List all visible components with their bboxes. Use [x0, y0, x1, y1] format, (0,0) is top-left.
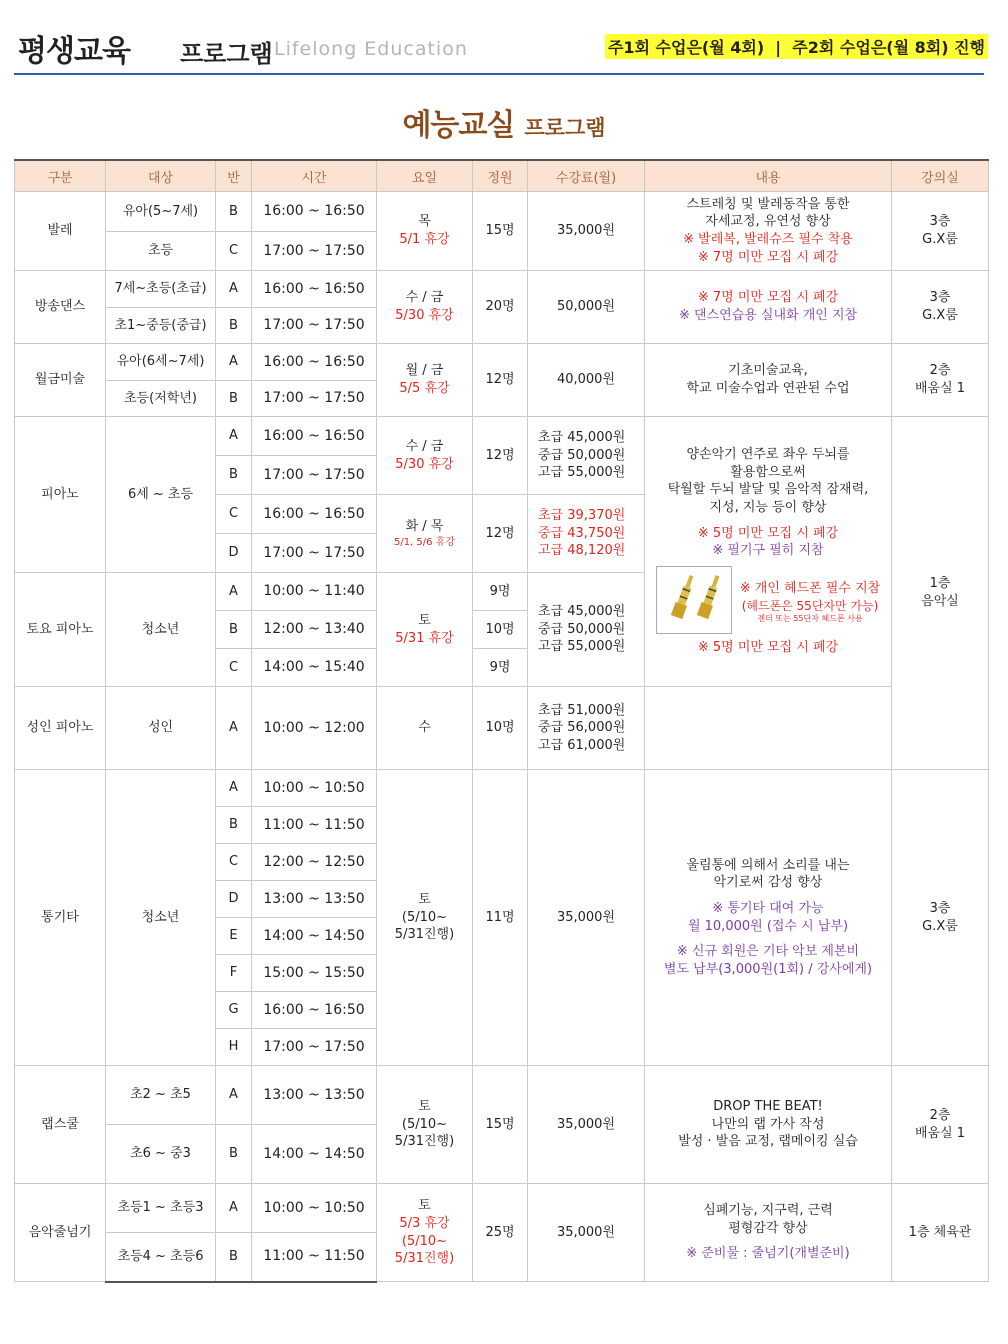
weekday-text: 목	[418, 214, 431, 230]
capacity: 15명	[473, 192, 528, 271]
desc-warning: ※ 7명 미만 모집 시 폐강	[697, 290, 839, 306]
fee-levels	[528, 495, 645, 573]
holiday-note: 5/1 휴강	[399, 232, 450, 247]
classroom-floor: 3층	[929, 214, 951, 230]
class-code: D	[216, 534, 252, 573]
target: 7세~초등(초급)	[106, 271, 216, 308]
classroom	[892, 271, 989, 344]
target: 초등(저학년)	[106, 381, 216, 417]
column-header: 내용	[645, 160, 892, 192]
class-time: 10:00 ~ 10:50	[252, 770, 377, 807]
capacity: 15명	[473, 1066, 528, 1184]
classroom-name: G.X룸	[922, 308, 958, 323]
classroom-floor: 3층	[929, 290, 951, 306]
desc-line: 학교 미술수업과 연관된 수업	[686, 381, 850, 396]
column-header: 시간	[252, 160, 377, 192]
target: 초1~중등(중급)	[106, 308, 216, 344]
class-time: 17:00 ~ 17:50	[252, 381, 377, 417]
class-time: 14:00 ~ 14:50	[252, 918, 377, 955]
period-note: 5/31진행)	[394, 1251, 455, 1267]
desc-line: 악기로써 감성 향상	[713, 875, 823, 891]
desc-line: 심폐기능, 지구력, 근력	[703, 1203, 833, 1219]
class-code: B	[216, 308, 252, 344]
class-time: 11:00 ~ 11:50	[252, 807, 377, 844]
fee-levels	[528, 417, 645, 495]
class-code: C	[216, 495, 252, 534]
fee-level: 초급 45,000원	[538, 430, 626, 446]
headphone-warning: ※ 개인 헤드폰 필수 지참	[739, 581, 881, 597]
class-code: A	[216, 344, 252, 381]
desc-note: ※ 신규 회원은 기타 악보 제본비	[676, 944, 860, 960]
table-row	[15, 192, 989, 232]
headphone-tip: 젠더 또는 55단자 헤드폰 사용	[757, 613, 863, 623]
page-header	[14, 12, 988, 72]
target: 6세 ~ 초등	[106, 417, 216, 573]
fee-level: 고급 48,120원	[538, 543, 626, 559]
class-time: 17:00 ~ 17:50	[252, 534, 377, 573]
program-name: 성인 피아노	[15, 687, 106, 770]
class-time: 16:00 ~ 16:50	[252, 344, 377, 381]
page-title-main: 예능교실	[402, 108, 515, 143]
page-title-sub: 프로그램	[524, 116, 606, 140]
weekday-text: 토	[418, 612, 431, 628]
weekday-text: 화 / 목	[405, 518, 444, 534]
class-code: C	[216, 649, 252, 687]
classroom	[892, 1066, 989, 1184]
column-header: 구분	[15, 160, 106, 192]
period-note: 5/31진행)	[394, 1134, 455, 1150]
desc-line: 자세교정, 유연성 향상	[705, 214, 831, 230]
fee-level: 중급 56,000원	[538, 720, 626, 736]
capacity: 12명	[473, 417, 528, 495]
fee-levels	[528, 573, 645, 687]
description	[645, 770, 892, 1066]
target: 초등4 ~ 초등6	[106, 1233, 216, 1282]
weekday-text: 수 / 금	[405, 438, 444, 454]
class-code: G	[216, 992, 252, 1029]
desc-line: 활용함으로써	[730, 464, 806, 480]
fee: 50,000원	[528, 271, 645, 344]
period-note: (5/10~	[401, 909, 448, 925]
fee-levels	[528, 687, 645, 770]
program-name: 음악줄넘기	[15, 1184, 106, 1282]
holiday-note: 5/31 휴강	[395, 630, 454, 646]
class-time: 14:00 ~ 14:50	[252, 1125, 377, 1184]
column-header: 수강료(월)	[528, 160, 645, 192]
capacity: 25명	[473, 1184, 528, 1282]
holiday-note: 5/5 휴강	[399, 381, 450, 396]
classroom	[892, 770, 989, 1066]
table-row	[15, 1184, 989, 1233]
class-code: A	[216, 417, 252, 456]
class-code: B	[216, 381, 252, 417]
program-table	[14, 159, 989, 1283]
desc-note: ※ 필기구 필히 지참	[712, 543, 824, 559]
column-header: 정원	[473, 160, 528, 192]
description	[645, 417, 892, 687]
capacity: 9명	[473, 649, 528, 687]
class-code: B	[216, 611, 252, 649]
desc-line: 스트레칭 및 발레동작을 통한	[686, 196, 850, 212]
classroom-floor: 2층	[929, 363, 951, 379]
class-code: A	[216, 687, 252, 770]
table-row	[15, 687, 989, 770]
fee-level: 초급 45,000원	[538, 604, 626, 620]
table-header-row	[15, 160, 989, 192]
class-time: 16:00 ~ 16:50	[252, 495, 377, 534]
program-name: 발레	[15, 192, 106, 271]
classroom	[892, 417, 989, 770]
fee: 35,000원	[528, 1066, 645, 1184]
column-header: 요일	[377, 160, 473, 192]
headphone-adapter-icon	[656, 566, 732, 640]
capacity: 11명	[473, 770, 528, 1066]
headphone-spec: (헤드폰은 55단자만 가능)	[741, 598, 879, 613]
desc-warning: ※ 7명 미만 모집 시 폐강	[697, 249, 839, 265]
target: 초2 ~ 초5	[106, 1066, 216, 1125]
class-time: 16:00 ~ 16:50	[252, 271, 377, 308]
class-code: D	[216, 881, 252, 918]
target: 초6 ~ 중3	[106, 1125, 216, 1184]
capacity: 12명	[473, 344, 528, 417]
class-time: 16:00 ~ 16:50	[252, 192, 377, 232]
description	[645, 1184, 892, 1282]
holiday-note: 5/3 휴강	[399, 1215, 450, 1231]
class-code: A	[216, 1066, 252, 1125]
description	[645, 344, 892, 417]
fee: 35,000원	[528, 1184, 645, 1282]
classroom-name: G.X룸	[922, 918, 958, 934]
desc-note: ※ 준비물 : 줄넘기(개별준비)	[686, 1246, 850, 1262]
header-title: 평생교육	[18, 34, 130, 69]
weekday	[377, 1184, 473, 1282]
weekday-text: 토	[418, 1099, 431, 1115]
fee: 35,000원	[528, 192, 645, 271]
weekday-text: 수 / 금	[405, 290, 444, 306]
description	[645, 192, 892, 271]
class-code: E	[216, 918, 252, 955]
class-code: B	[216, 807, 252, 844]
desc-line: 나만의 랩 가사 작성	[711, 1116, 825, 1132]
weekday	[377, 192, 473, 271]
class-code: C	[216, 844, 252, 881]
classroom	[892, 344, 989, 417]
class-code: F	[216, 955, 252, 992]
desc-line: 평형감각 향상	[728, 1220, 808, 1236]
weekday	[377, 344, 473, 417]
weekday	[377, 573, 473, 687]
table-row	[15, 770, 989, 807]
capacity: 10명	[473, 687, 528, 770]
fee: 40,000원	[528, 344, 645, 417]
period-note: 5/31진행)	[394, 927, 455, 943]
target: 초등1 ~ 초등3	[106, 1184, 216, 1233]
fee-level: 고급 61,000원	[538, 737, 626, 753]
fee: 35,000원	[528, 770, 645, 1066]
fee-level: 초급 51,000원	[538, 702, 626, 718]
target: 초등	[106, 232, 216, 271]
class-time: 17:00 ~ 17:50	[252, 308, 377, 344]
classroom-name: 배움실 1	[914, 381, 966, 396]
weekday	[377, 271, 473, 344]
desc-line: 기초미술교육,	[728, 363, 808, 379]
holiday-note: 5/30 휴강	[395, 308, 454, 323]
capacity: 10명	[473, 611, 528, 649]
desc-line: 탁월할 두뇌 발달 및 음악적 잠재력,	[667, 482, 869, 498]
desc-line: DROP THE BEAT!	[713, 1099, 823, 1115]
classroom-floor: 2층	[929, 1107, 951, 1123]
header-english-title: Lifelong Education	[274, 38, 468, 60]
desc-warning: ※ 5명 미만 모집 시 폐강	[697, 525, 839, 541]
desc-line: 발성 · 발음 교정, 랩메이킹 실습	[678, 1134, 858, 1150]
classroom-name: 배움실 1	[914, 1125, 966, 1141]
desc-warning: ※ 5명 미만 모집 시 폐강	[697, 640, 839, 656]
class-code: B	[216, 456, 252, 495]
class-time: 17:00 ~ 17:50	[252, 456, 377, 495]
page-title	[0, 100, 1008, 144]
fee-level: 중급 43,750원	[538, 525, 626, 541]
classroom	[892, 192, 989, 271]
desc-line: 지성, 지능 등이 향상	[709, 499, 827, 515]
period-note: (5/10~	[401, 1116, 448, 1132]
capacity: 20명	[473, 271, 528, 344]
program-name: 피아노	[15, 417, 106, 573]
desc-note: 월 10,000원 (접수 시 납부)	[687, 918, 849, 934]
weekday-text: 토	[418, 892, 431, 908]
weekday	[377, 495, 473, 573]
capacity: 9명	[473, 573, 528, 611]
desc-note: ※ 통기타 대여 가능	[712, 900, 824, 916]
class-code: B	[216, 1125, 252, 1184]
desc-line: 양손악기 연주로 좌우 두뇌를	[686, 447, 850, 463]
class-time: 11:00 ~ 11:50	[252, 1233, 377, 1282]
fee-level: 중급 50,000원	[538, 447, 626, 463]
class-time: 10:00 ~ 10:50	[252, 1184, 377, 1233]
classroom: 1층 체육관	[892, 1184, 989, 1282]
fee-level: 고급 55,000원	[538, 465, 626, 481]
class-frequency-notice: 주1회 수업은(월 4회) | 주2회 수업은(월 8회) 진행	[605, 34, 988, 59]
target: 청소년	[106, 573, 216, 687]
program-name: 랩스쿨	[15, 1066, 106, 1184]
class-time: 17:00 ~ 17:50	[252, 1029, 377, 1066]
class-time: 16:00 ~ 16:50	[252, 417, 377, 456]
weekday	[377, 770, 473, 1066]
weekday-text: 토	[418, 1198, 431, 1214]
class-code: C	[216, 232, 252, 271]
desc-note: ※ 댄스연습용 실내화 개인 지참	[678, 308, 858, 323]
class-time: 12:00 ~ 12:50	[252, 844, 377, 881]
column-header: 대상	[106, 160, 216, 192]
class-time: 14:00 ~ 15:40	[252, 649, 377, 687]
program-name: 토요 피아노	[15, 573, 106, 687]
fee-level: 초급 39,370원	[538, 508, 626, 524]
class-code: B	[216, 192, 252, 232]
header-subtitle: 프로그램	[180, 40, 273, 68]
target: 유아(6세~7세)	[106, 344, 216, 381]
holiday-note: 5/1, 5/6 휴강	[393, 536, 456, 548]
table-row	[15, 417, 989, 456]
class-code: A	[216, 573, 252, 611]
fee-level: 중급 50,000원	[538, 621, 626, 637]
weekday: 수	[377, 687, 473, 770]
class-code: A	[216, 1184, 252, 1233]
class-time: 15:00 ~ 15:50	[252, 955, 377, 992]
class-time: 10:00 ~ 12:00	[252, 687, 377, 770]
classroom-floor: 3층	[929, 900, 951, 916]
table-row	[15, 271, 989, 308]
target: 유아(5~7세)	[106, 192, 216, 232]
class-code: A	[216, 770, 252, 807]
table-row	[15, 344, 989, 381]
target: 성인	[106, 687, 216, 770]
description	[645, 1066, 892, 1184]
capacity: 12명	[473, 495, 528, 573]
weekday	[377, 417, 473, 495]
description	[645, 271, 892, 344]
class-code: B	[216, 1233, 252, 1282]
program-name: 방송댄스	[15, 271, 106, 344]
weekday	[377, 1066, 473, 1184]
weekday-text: 월 / 금	[405, 363, 444, 379]
classroom-name: G.X룸	[922, 232, 958, 247]
class-time: 16:00 ~ 16:50	[252, 992, 377, 1029]
class-time: 13:00 ~ 13:50	[252, 881, 377, 918]
target: 청소년	[106, 770, 216, 1066]
class-time: 13:00 ~ 13:50	[252, 1066, 377, 1125]
column-header: 강의실	[892, 160, 989, 192]
class-code: H	[216, 1029, 252, 1066]
holiday-note: 5/30 휴강	[395, 456, 454, 472]
desc-line: 울림통에 의해서 소리를 내는	[686, 857, 850, 873]
fee-level: 고급 55,000원	[538, 639, 626, 655]
desc-note: 별도 납부(3,000원(1회) / 강사에게)	[663, 961, 873, 977]
desc-warning: ※ 발레복, 발레슈즈 필수 착용	[683, 232, 853, 247]
column-header: 반	[216, 160, 252, 192]
program-name: 월금미술	[15, 344, 106, 417]
classroom-floor: 1층	[929, 576, 951, 592]
table-row	[15, 1066, 989, 1125]
classroom-name: 음악실	[921, 594, 959, 609]
class-time: 10:00 ~ 11:40	[252, 573, 377, 611]
program-name: 통기타	[15, 770, 106, 1066]
class-code: A	[216, 271, 252, 308]
period-note: (5/10~	[401, 1233, 448, 1249]
class-time: 17:00 ~ 17:50	[252, 232, 377, 271]
class-time: 12:00 ~ 13:40	[252, 611, 377, 649]
header-divider	[14, 73, 984, 75]
